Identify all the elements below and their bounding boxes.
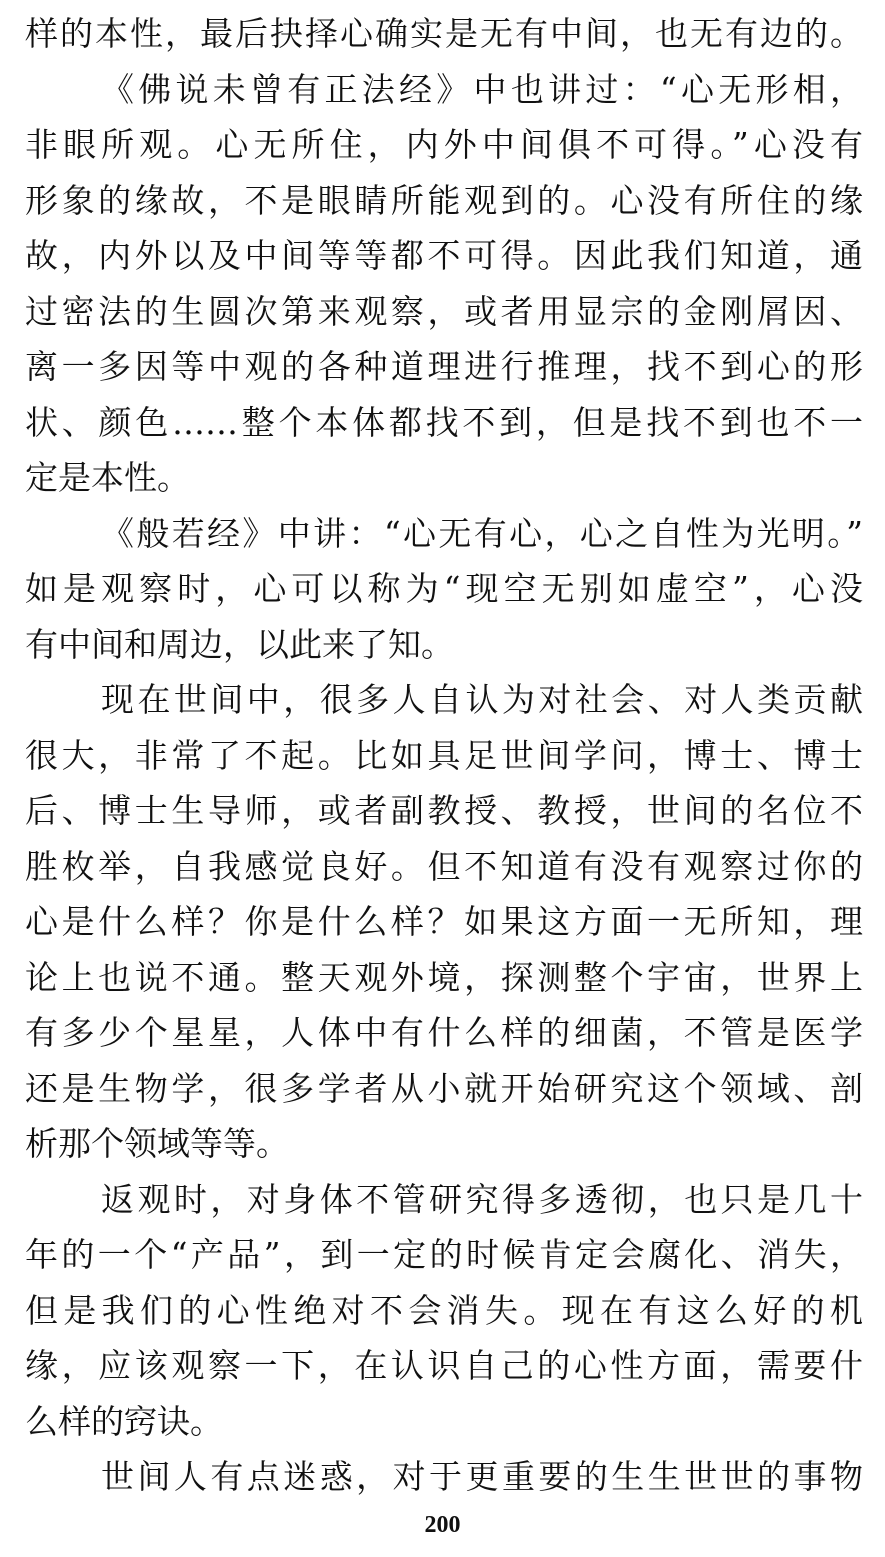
- page-number: 200: [424, 1512, 461, 1538]
- text-line: 过密法的生圆次第来观察，或者用显宗的金刚屑因、: [25, 291, 863, 331]
- text-line: 析那个领域等等。: [25, 1124, 289, 1163]
- text-line: 还是生物学，很多学者从小就开始研究这个领域、剖: [25, 1068, 863, 1108]
- text-line: 有中间和周边，以此来了知。: [25, 624, 454, 664]
- text-line: 定是本性。: [25, 458, 190, 497]
- text-line: 胜枚举，自我感觉良好。但不知道有没有观察过你的: [25, 846, 863, 886]
- text-line: 有多少个星星，人体中有什么样的细菌，不管是医学: [25, 1013, 863, 1052]
- text-line: 很大，非常了不起。比如具足世间学问，博士、博士: [25, 735, 863, 775]
- body-text: [25, 6, 863, 1505]
- text-line: 样的本性，最后抉择心确实是无有中间，也无有边的。: [25, 14, 863, 53]
- text-line: 故，内外以及中间等等都不可得。因此我们知道，通: [25, 236, 863, 275]
- text-line: 后、博士生导师，或者副教授、教授，世间的名位不: [25, 791, 863, 830]
- text-line: 返观时，对身体不管研究得多透彻，也只是几十: [101, 1179, 863, 1219]
- text-line: 么样的窍诀。: [25, 1401, 223, 1441]
- text-line: 论上也说不通。整天观外境，探测整个宇宙，世界上: [25, 957, 863, 997]
- text-line: 但是我们的心性绝对不会消失。现在有这么好的机: [25, 1290, 863, 1330]
- text-line: 非眼所观。心无所住，内外中间俱不可得。”心没有: [25, 125, 863, 164]
- text-line: 形象的缘故，不是眼睛所能观到的。心没有所住的缘: [25, 180, 863, 220]
- text-line: 心是什么样？你是什么样？如果这方面一无所知，理: [25, 902, 863, 941]
- text-line: 离一多因等中观的各种道理进行推理，找不到心的形: [25, 347, 863, 386]
- text-line: 状、颜色……整个本体都找不到，但是找不到也不一: [25, 402, 863, 442]
- text-line: 年的一个“产品”，到一定的时候肯定会腐化、消失，: [25, 1235, 863, 1274]
- text-line: 《佛说未曾有正法经》中也讲过：“心无形相，: [101, 69, 863, 109]
- text-line: 如是观察时，心可以称为“现空无别如虚空”，心没: [25, 569, 863, 608]
- text-line: 现在世间中，很多人自认为对社会、对人类贡献: [101, 680, 863, 719]
- text-line: 缘，应该观察一下，在认识自己的心性方面，需要什: [25, 1346, 863, 1385]
- text-line: 世间人有点迷惑，对于更重要的生生世世的事物: [101, 1457, 863, 1496]
- text-line: 《般若经》中讲：“心无有心，心之自性为光明。”: [101, 513, 863, 553]
